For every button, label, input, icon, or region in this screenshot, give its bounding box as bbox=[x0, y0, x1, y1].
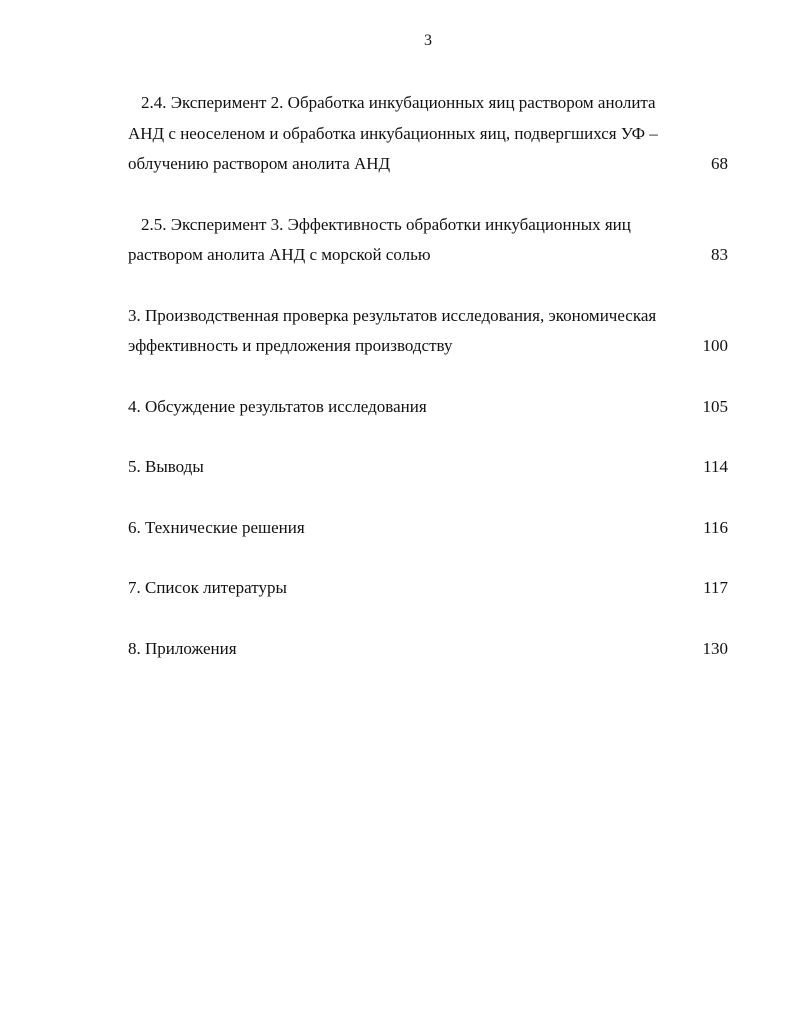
toc-page-ref: 130 bbox=[702, 638, 728, 658]
toc-entry-line: раствором анолита АНД с морской солью bbox=[128, 245, 431, 264]
toc-entry-4 bbox=[128, 392, 728, 423]
toc-entry-line: 3. Производственная проверка результатов исследования, экономическая bbox=[128, 305, 657, 325]
toc-entry-2-5 bbox=[128, 210, 728, 271]
toc-entry-line: 8. Приложения bbox=[128, 638, 237, 658]
toc-entry-8 bbox=[128, 634, 728, 665]
toc-entry-line: 6. Технические решения bbox=[128, 517, 305, 537]
toc-entry-line: 7. Список литературы bbox=[128, 578, 287, 597]
toc-page-ref: 117 bbox=[703, 578, 728, 597]
toc-entry-line: 4. Обсуждение результатов исследования bbox=[128, 396, 427, 416]
page-number: 3 bbox=[424, 32, 432, 49]
toc-entry-line: эффективность и предложения производству bbox=[128, 336, 453, 355]
toc-page-ref: 105 bbox=[702, 396, 728, 416]
toc-entry-line: облучению раствором анолита АНД bbox=[128, 154, 391, 173]
toc-entry-line: АНД с неоселеном и обработка инкубационных яиц, подвергшихся УФ – bbox=[128, 123, 658, 143]
toc-page-ref: 100 bbox=[702, 336, 728, 355]
table-of-contents bbox=[128, 88, 728, 664]
toc-entry-7 bbox=[128, 573, 728, 604]
toc-entry-3 bbox=[128, 301, 728, 362]
toc-entry-2-4 bbox=[128, 88, 728, 180]
toc-page-ref: 116 bbox=[703, 517, 728, 537]
toc-entry-6 bbox=[128, 513, 728, 544]
toc-entry-line: 2.5. Эксперимент 3. Эффективность обработки инкубационных яиц bbox=[141, 214, 631, 234]
toc-page-ref: 83 bbox=[711, 245, 728, 264]
toc-entry-5 bbox=[128, 452, 728, 483]
toc-entry-line: 5. Выводы bbox=[128, 457, 204, 476]
toc-page-ref: 68 bbox=[711, 154, 728, 173]
toc-page-ref: 114 bbox=[703, 457, 728, 476]
toc-entry-line: 2.4. Эксперимент 2. Обработка инкубационных яиц раствором анолита bbox=[141, 93, 656, 112]
